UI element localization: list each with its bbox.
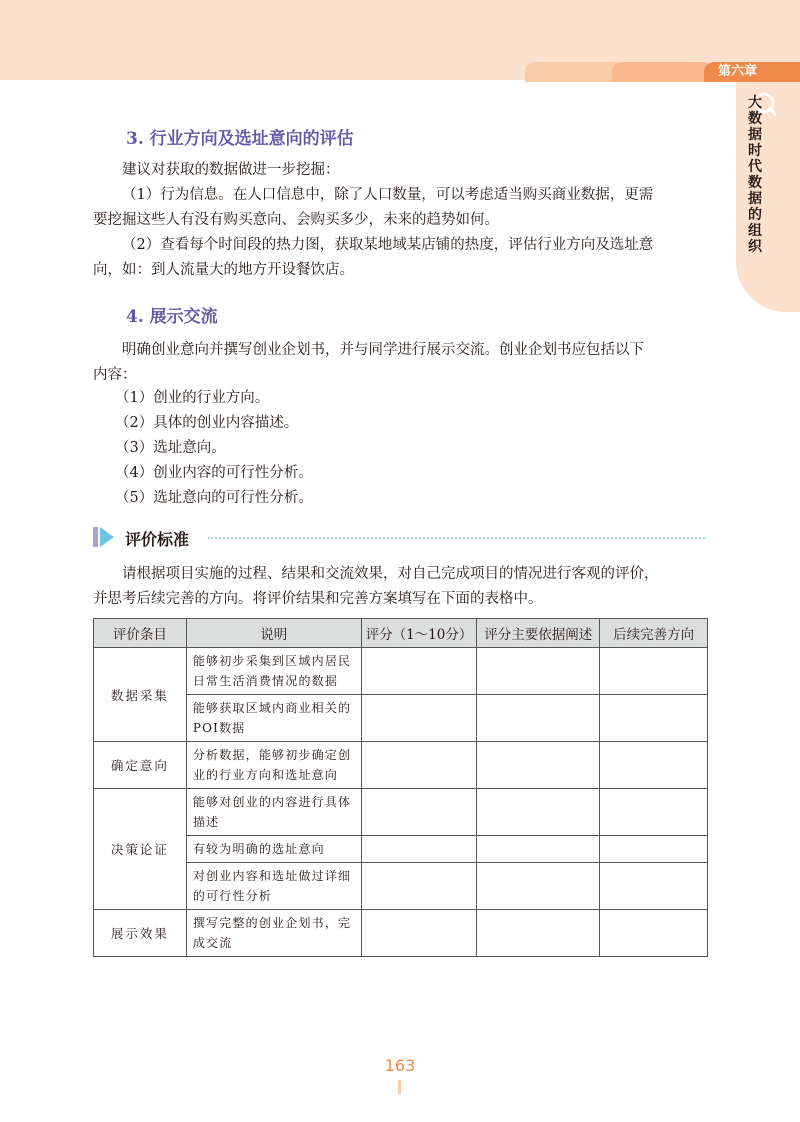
score-cell[interactable] bbox=[361, 910, 477, 957]
section-3-heading: 3. 行业方向及选址意向的评估 bbox=[126, 129, 354, 149]
description-cell: 有较为明确的选址意向 bbox=[186, 836, 361, 863]
evaluation-intro-cont: 并思考后续完善的方向。将评价结果和完善方案填写在下面的表格中。 bbox=[93, 591, 543, 607]
score-cell[interactable] bbox=[361, 836, 477, 863]
chapter-tab: 第六章 bbox=[704, 62, 800, 82]
score-cell[interactable] bbox=[361, 789, 477, 836]
evaluation-header bbox=[93, 524, 708, 550]
table-row bbox=[94, 863, 708, 910]
category-cell: 确定意向 bbox=[94, 742, 187, 789]
section-3-item-2: （2）查看每个时间段的热力图，获取某地域某店铺的热度，评估行业方向及选址意 bbox=[122, 237, 654, 253]
improvement-cell[interactable] bbox=[600, 836, 708, 863]
section-4-list-item: （3）选址意向。 bbox=[115, 440, 226, 456]
description-cell: 撰写完整的创业企划书，完成交流 bbox=[186, 910, 361, 957]
evaluation-table bbox=[93, 618, 708, 957]
improvement-cell[interactable] bbox=[600, 863, 708, 910]
section-3-item-1-cont: 要挖掘这些人有没有购买意向、会购买多少，未来的趋势如何。 bbox=[93, 212, 499, 228]
section-3-item-1: （1）行为信息。在人口信息中，除了人口数量，可以考虑适当购买商业数据，更需 bbox=[122, 187, 654, 203]
category-cell: 数据采集 bbox=[94, 648, 187, 742]
triangle-marker-icon bbox=[93, 526, 115, 548]
section-4-list-item: （2）具体的创业内容描述。 bbox=[115, 415, 299, 431]
header-tab-decoration bbox=[525, 62, 625, 82]
basis-cell[interactable] bbox=[477, 789, 600, 836]
header-tab-decoration bbox=[612, 62, 712, 82]
page-number: 163 bbox=[384, 1056, 416, 1075]
table-row bbox=[94, 695, 708, 742]
improvement-cell[interactable] bbox=[600, 648, 708, 695]
dotted-divider bbox=[208, 537, 705, 539]
table-header-cell: 说明 bbox=[186, 619, 361, 648]
category-cell: 决策论证 bbox=[94, 789, 187, 910]
table-row bbox=[94, 648, 708, 695]
section-4-heading: 4. 展示交流 bbox=[126, 307, 218, 327]
description-cell: 对创业内容和选址做过详细的可行性分析 bbox=[186, 863, 361, 910]
section-4-intro: 明确创业意向并撰写创业企划书，并与同学进行展示交流。创业企划书应包括以下 bbox=[122, 342, 644, 358]
evaluation-title: 评价标准 bbox=[125, 530, 190, 549]
basis-cell[interactable] bbox=[477, 863, 600, 910]
improvement-cell[interactable] bbox=[600, 742, 708, 789]
improvement-cell[interactable] bbox=[600, 910, 708, 957]
score-cell[interactable] bbox=[361, 742, 477, 789]
description-cell: 分析数据，能够初步确定创业的行业方向和选址意向 bbox=[186, 742, 361, 789]
table-row bbox=[94, 836, 708, 863]
basis-cell[interactable] bbox=[477, 742, 600, 789]
score-cell[interactable] bbox=[361, 648, 477, 695]
score-cell[interactable] bbox=[361, 695, 477, 742]
score-cell[interactable] bbox=[361, 863, 477, 910]
table-header-cell: 评分主要依据阐述 bbox=[477, 619, 600, 648]
section-4-list-item: （1）创业的行业方向。 bbox=[115, 390, 270, 406]
section-3-intro: 建议对获取的数据做进一步挖掘： bbox=[122, 162, 340, 178]
section-4-list-item: （4）创业内容的可行性分析。 bbox=[115, 465, 313, 481]
table-row bbox=[94, 910, 708, 957]
side-chapter-title: 大 数 据 时 代 数 据 的 组 织 bbox=[748, 95, 762, 255]
basis-cell[interactable] bbox=[477, 648, 600, 695]
basis-cell[interactable] bbox=[477, 910, 600, 957]
evaluation-intro: 请根据项目实施的过程、结果和交流效果，对自己完成项目的情况进行客观的评价， bbox=[122, 566, 659, 582]
improvement-cell[interactable] bbox=[600, 695, 708, 742]
description-cell: 能够对创业的内容进行具体描述 bbox=[186, 789, 361, 836]
section-4-list-item: （5）选址意向的可行性分析。 bbox=[115, 490, 313, 506]
section-3-item-2-cont: 向，如：到人流量大的地方开设餐饮店。 bbox=[93, 262, 354, 278]
table-header-cell: 后续完善方向 bbox=[600, 619, 708, 648]
table-row bbox=[94, 789, 708, 836]
category-cell: 展示效果 bbox=[94, 910, 187, 957]
improvement-cell[interactable] bbox=[600, 789, 708, 836]
table-row bbox=[94, 742, 708, 789]
table-header-row bbox=[94, 619, 708, 648]
basis-cell[interactable] bbox=[477, 695, 600, 742]
page-number-marker bbox=[398, 1080, 401, 1094]
basis-cell[interactable] bbox=[477, 836, 600, 863]
section-4-intro-cont: 内容： bbox=[93, 367, 137, 383]
description-cell: 能够初步采集到区域内居民日常生活消费情况的数据 bbox=[186, 648, 361, 695]
table-header-cell: 评价条目 bbox=[94, 619, 187, 648]
description-cell: 能够获取区域内商业相关的POI数据 bbox=[186, 695, 361, 742]
table-header-cell: 评分（1～10分） bbox=[361, 619, 477, 648]
